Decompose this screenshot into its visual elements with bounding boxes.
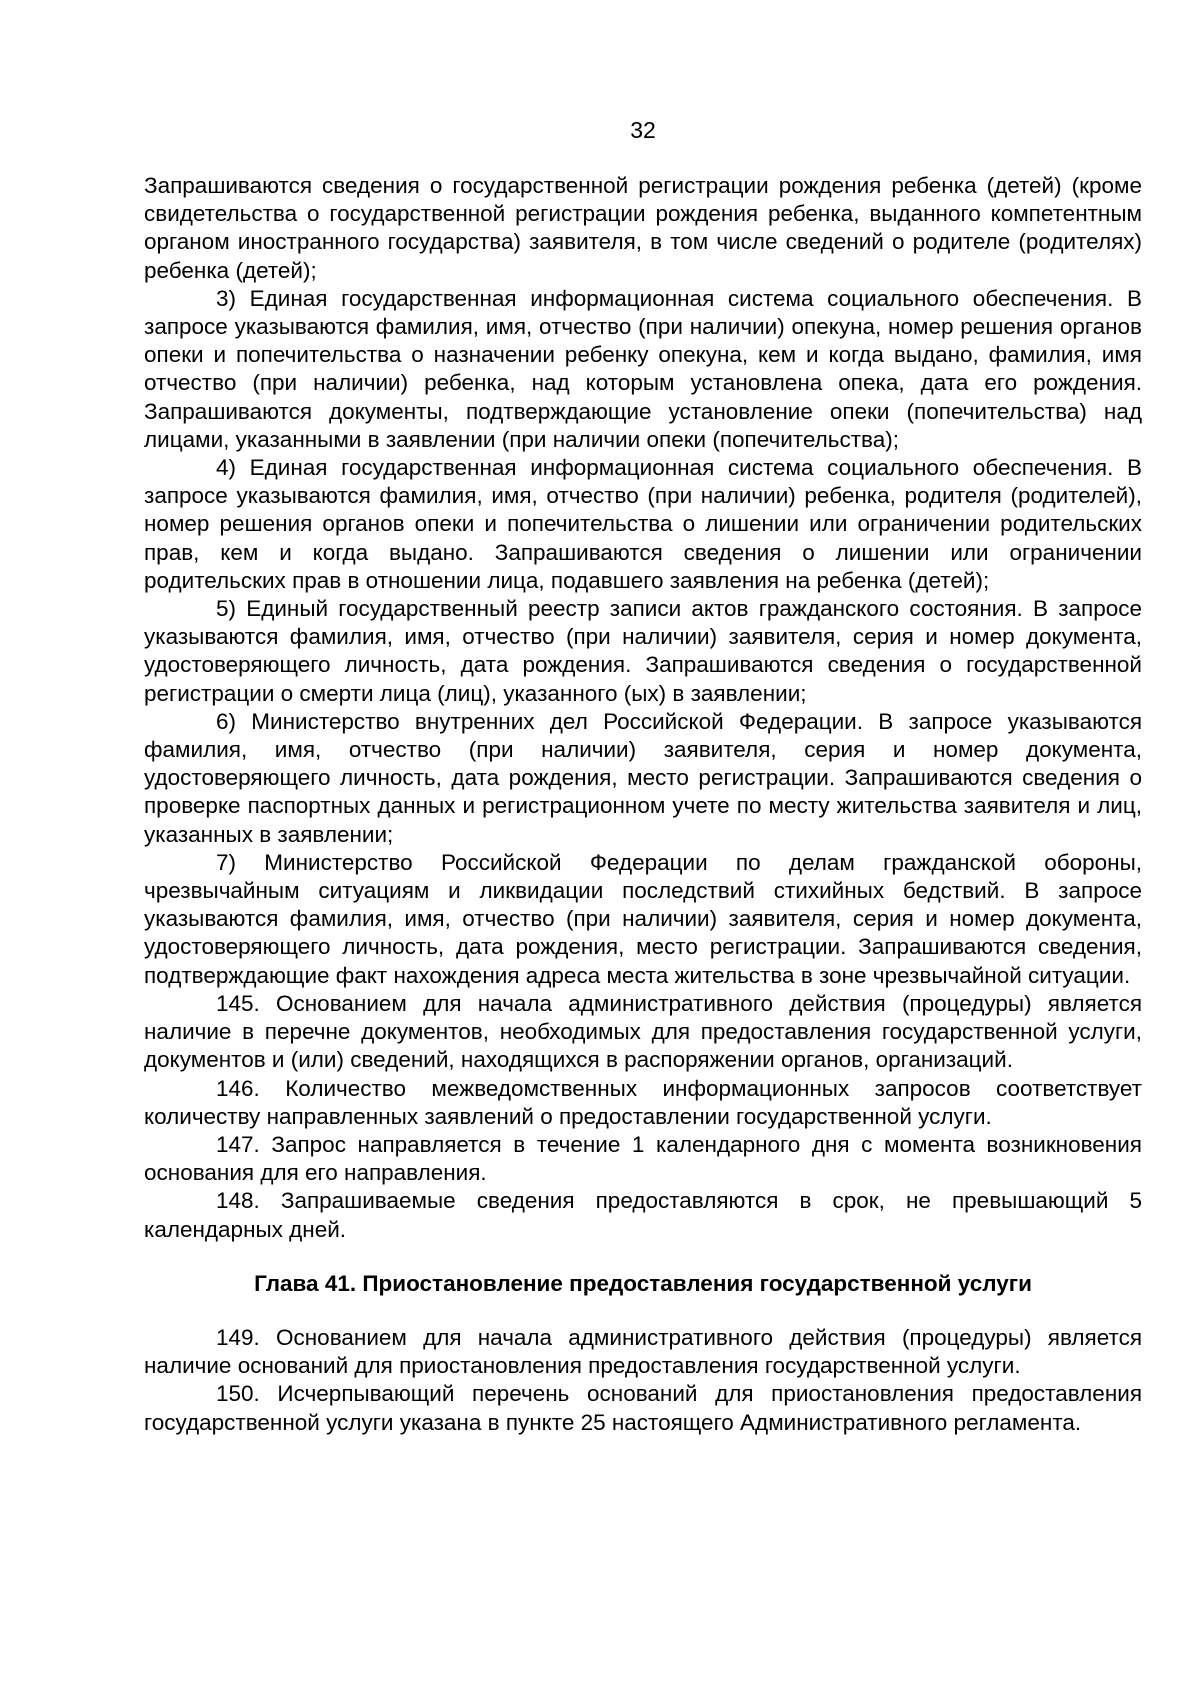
paragraph-item-4: 4) Единая государственная информационная система социального обеспечения. В запросе указываются фамилия, имя, отчество (при наличии) ребенка, родителя (родителей), номер решения органов опеки и попечительства о лишении или ограничении родительских прав, кем и когда выдано. Запрашиваются сведения о лишении или ограничении родительских прав в отношении лица, подавшего заявления на ребенка (детей); [144, 455, 1142, 593]
paragraph-147: 147. Запрос направляется в течение 1 календарного дня с момента возникновения основания для его направления. [144, 1131, 1142, 1186]
paragraph-item-3: 3) Единая государственная информационная система социального обеспечения. В запросе указываются фамилия, имя, отчество (при наличии) опекуна, номер решения органов опеки и попечительства о назначении ребенку опекуна, кем и когда выдано, фамилия, имя отчество (при наличии) ребенка, над которым установлена опека, дата его рождения. Запрашиваются документы, подтверждающие установление опеки (попечительства) над лицами, указанными в заявлении (при наличии опеки (попечительства); [144, 285, 1142, 452]
chapter-heading: Глава 41. Приостановление предоставления государственной услуги [254, 1270, 1032, 1296]
document-body [144, 172, 1142, 1437]
paragraph-148: 148. Запрашиваемые сведения предоставляются в срок, не превышающий 5 календарных дней. [144, 1188, 1142, 1242]
paragraph-item-6: 6) Министерство внутренних дел Российской Федерации. В запросе указываются фамилия, имя, отчество (при наличии) заявителя, серия и номер документа, удостоверяющего личность, дата рождения, место регистрации. Запрашиваются сведения о проверке паспортных данных и регистрационном учете по месту жительства заявителя и лиц, указанных в заявлении; [144, 708, 1142, 847]
paragraph-intro: Запрашиваются сведения о государственной регистрации рождения ребенка (детей) (кроме свидетельства о государственной регистрации рождения ребенка, выданного компетентным органом иностранного государства) заявителя, в том числе сведений о родителе (родителях) ребенка (детей); [144, 173, 1142, 283]
paragraph-145: 145. Основанием для начала административного действия (процедуры) является наличие в перечне документов, необходимых для предоставления государственной услуги, документов и (или) сведений, находящихся в распоряжении органов, организаций. [144, 990, 1142, 1073]
paragraph-149: 149. Основанием для начала административного действия (процедуры) является наличие оснований для приостановления предоставления государственной услуги. [144, 1324, 1142, 1379]
paragraph-146: 146. Количество межведомственных информационных запросов соответствует количеству направленных заявлений о предоставлении государственной услуги. [144, 1075, 1142, 1129]
paragraph-item-7: 7) Министерство Российской Федерации по делам гражданской обороны, чрезвычайным ситуациям и ликвидации последствий стихийных бедствий. В запросе указываются фамилия, имя, отчество (при наличии) заявителя, серия и номер документа, удостоверяющего личность, дата рождения, место регистрации. Запрашиваются сведения, подтверждающие факт нахождения адреса места жительства в зоне чрезвычайной ситуации. [144, 849, 1142, 988]
document-page [144, 0, 1142, 1696]
page-number: 32 [630, 117, 656, 143]
paragraph-item-5: 5) Единый государственный реестр записи актов гражданского состояния. В запросе указываются фамилия, имя, отчество (при наличии) заявителя, серия и номер документа, удостоверяющего личность, дата рождения. Запрашиваются сведения о государственной регистрации о смерти лица (лиц), указанного (ых) в заявлении; [144, 596, 1142, 706]
paragraph-150: 150. Исчерпывающий перечень оснований для приостановления предоставления государственной услуги указана в пункте 25 настоящего Административного регламента. [144, 1381, 1142, 1435]
